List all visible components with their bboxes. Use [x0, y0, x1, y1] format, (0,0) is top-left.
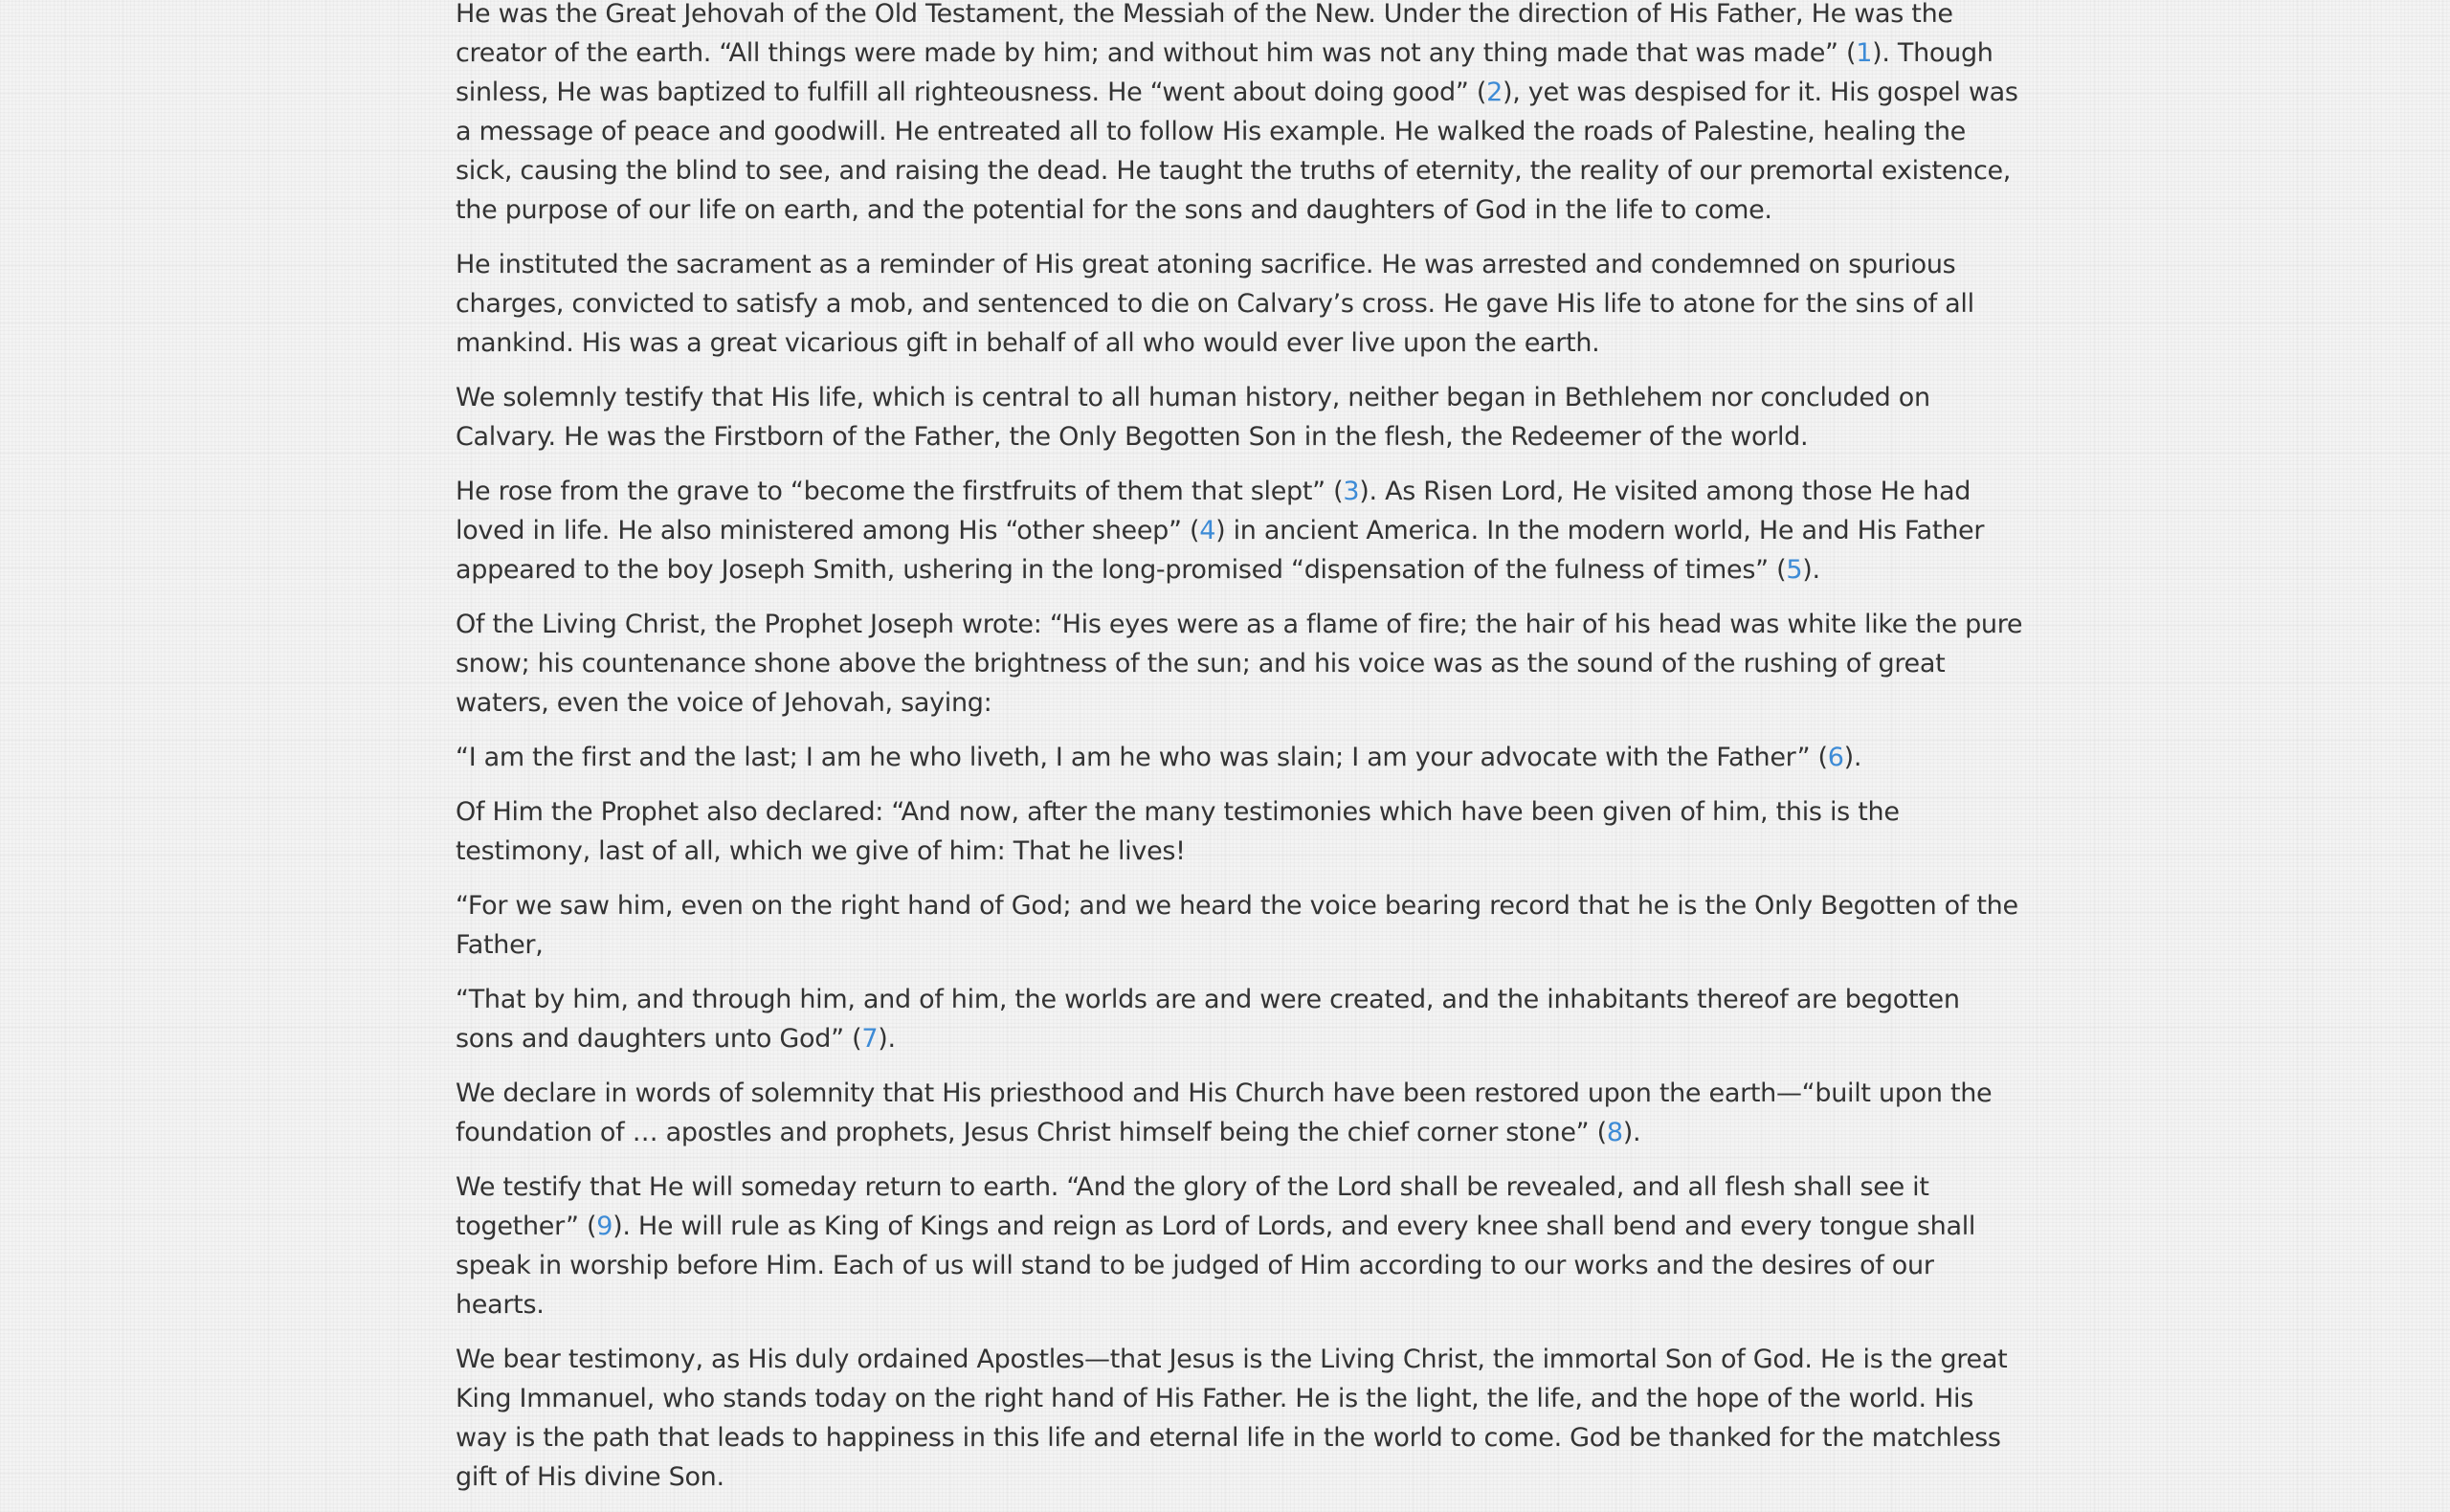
paragraph-text: We testify that He will someday return to earth. “And the glory of the Lord shall be revealed, and all flesh shall see it together” (	[456, 1172, 1929, 1241]
paragraph-text: ). Though sinless, He was baptized to fulfill all righteousness. He “went about doing good” (	[456, 38, 1993, 107]
paragraph-text: Of the Living Christ, the Prophet Joseph wrote: “His eyes were as a flame of fire; the hair of his head was white like the pure snow; his countenance shone above the brightness of the sun; and his voice was as the sound of the rushing of great waters, even the voice of Jehovah, saying:	[456, 610, 2023, 718]
paragraph-text: ) in ancient America. In the modern world, He and His Father appeared to the boy Joseph Smith, ushering in the long-promised “dispensation of the fulness of times” (	[456, 516, 1985, 585]
footnote-ref-link[interactable]: 1	[1856, 38, 1873, 68]
footnote-ref-link[interactable]: 7	[861, 1024, 879, 1054]
paragraph-text: We solemnly testify that His life, which is central to all human history, neither began in Bethlehem nor concluded on Calvary. He was the Firstborn of the Father, the Only Begotten Son in the flesh, the Redeemer of the world.	[456, 383, 1930, 452]
footnote-ref-link[interactable]: 3	[1343, 477, 1360, 506]
paragraph-text: ). As Risen Lord, He visited among those He had loved in life. He also ministered among His “other sheep” (	[456, 477, 1971, 545]
footnote-ref-link[interactable]: 2	[1486, 78, 1503, 107]
footnote-ref-link[interactable]: 6	[1827, 743, 1844, 772]
paragraph	[456, 886, 2025, 965]
footnote-ref-link[interactable]: 4	[1199, 516, 1216, 545]
paragraph	[456, 980, 2025, 1058]
paragraph-text: “That by him, and through him, and of him, the worlds are and were created, and the inhabitants thereof are begotten sons and daughters unto God” (	[456, 985, 1960, 1054]
paragraph-text: ). He will rule as King of Kings and reign as Lord of Lords, and every knee shall bend and every tongue shall speak in worship before Him. Each of us will stand to be judged of Him according to our works and the desires of our hearts.	[456, 1212, 1976, 1320]
paragraph	[456, 245, 2025, 363]
paragraph-text: Of Him the Prophet also declared: “And now, after the many testimonies which have been given of him, this is the testimony, last of all, which we give of him: That he lives!	[456, 797, 1900, 866]
paragraph-text: He rose from the grave to “become the firstfruits of them that slept” (	[456, 477, 1344, 506]
article-body	[456, 0, 2025, 1512]
paragraph-text: We declare in words of solemnity that His priesthood and His Church have been restored upon the earth—“built upon the foundation of … apostles and prophets, Jesus Christ himself being the chief corner stone” (	[456, 1078, 1993, 1147]
paragraph-text: ).	[1802, 555, 1820, 585]
paragraph-text: “For we saw him, even on the right hand of God; and we heard the voice bearing record that he is the Only Begotten of the Father,	[456, 891, 2018, 960]
paragraph	[456, 738, 2025, 777]
paragraph	[456, 1074, 2025, 1152]
paragraph-text: He was the Great Jehovah of the Old Testament, the Messiah of the New. Under the direction of His Father, He was the creator of the earth. “All things were made by him; and without him was not any thing made that was made” (	[456, 0, 1953, 68]
paragraph	[456, 1340, 2025, 1497]
paragraph	[456, 0, 2025, 230]
paragraph	[456, 1167, 2025, 1324]
paragraph-text: ).	[1622, 1118, 1641, 1147]
paragraph	[456, 472, 2025, 589]
paragraph	[456, 378, 2025, 456]
footnote-ref-link[interactable]: 9	[596, 1212, 613, 1241]
paragraph-text: ).	[1843, 743, 1862, 772]
paragraph-text: He instituted the sacrament as a reminder of His great atoning sacrifice. He was arrested and condemned on spurious charges, convicted to satisfy a mob, and sentenced to die on Calvary’s cross. He gave His life to atone for the sins of all mankind. His was a great vicarious gift in behalf of all who would ever live upon the earth.	[456, 250, 1974, 358]
paragraph	[456, 792, 2025, 871]
paragraph	[456, 605, 2025, 723]
paragraph-text: “I am the first and the last; I am he who liveth, I am he who was slain; I am your advocate with the Father” (	[456, 743, 1828, 772]
paragraph-text: ).	[878, 1024, 896, 1054]
footnote-ref-link[interactable]: 8	[1606, 1118, 1623, 1147]
paragraph-text: ), yet was despised for it. His gospel was a message of peace and goodwill. He entreated all to follow His example. He walked the roads of Palestine, healing the sick, causing the blind to see, and raising the dead. He taught the truths of eternity, the reality of our premortal existence, the purpose of our life on earth, and the potential for the sons and daughters of God in the life to come.	[456, 78, 2018, 225]
paragraph-text: We bear testimony, as His duly ordained Apostles—that Jesus is the Living Christ, the immortal Son of God. He is the great King Immanuel, who stands today on the right hand of His Father. He is the light, the life, and the hope of the world. His way is the path that leads to happiness in this life and eternal life in the world to come. God be thanked for the matchless gift of His divine Son.	[456, 1345, 2008, 1492]
footnote-ref-link[interactable]: 5	[1786, 555, 1803, 585]
